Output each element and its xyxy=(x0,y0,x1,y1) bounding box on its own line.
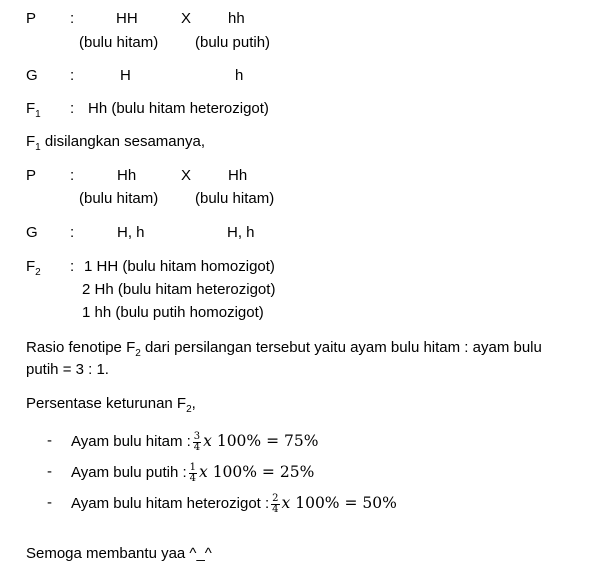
f2-result-line1: 1 HH (bulu hitam homozigot) xyxy=(84,258,275,275)
cross-symbol: X xyxy=(181,167,192,184)
g-label-1: G xyxy=(26,67,38,84)
colon: : xyxy=(70,224,75,241)
f1-label: $F_1$ xyxy=(26,100,41,120)
ratio-line1: Rasio fenotipe $F_2$ dari persilangan tersebut yaitu ayam bulu hitam : ayam bulu xyxy=(26,339,542,359)
bullet-dash: - xyxy=(47,432,52,449)
fraction: $\frac{2}{4}$ xyxy=(272,492,279,515)
parent1-phenotype: (bulu hitam) xyxy=(79,34,159,51)
parent1-genotype: Hh xyxy=(117,167,137,184)
gamete2: h xyxy=(235,67,244,84)
f2-result-line2: 2 Hh (bulu hitam heterozigot) xyxy=(82,281,276,298)
fraction: $\frac{3}{4}$ xyxy=(193,430,201,453)
f2-label: $F_2$ xyxy=(26,258,41,278)
fraction: $\frac{1}{4}$ xyxy=(189,461,197,484)
f1-intro: $F_1$ disilangkan sesamanya, xyxy=(26,133,205,153)
parent2-phenotype: (bulu hitam) xyxy=(195,190,275,207)
colon: : xyxy=(70,67,75,84)
percent-item-black: Ayam bulu hitam : $\frac{3}{4}$ x 100% = 75% xyxy=(71,430,319,453)
cross-symbol: X xyxy=(181,10,192,27)
p-label-2: P xyxy=(26,167,37,184)
colon: : xyxy=(70,167,75,184)
parent2-genotype: hh xyxy=(228,10,245,27)
g-label-2: G xyxy=(26,224,38,241)
ratio-line2: putih = 3 : 1. xyxy=(26,361,109,378)
gamete2: H, h xyxy=(227,224,255,241)
bullet-dash: - xyxy=(47,494,52,511)
gamete1: H xyxy=(120,67,131,84)
colon: : xyxy=(70,100,75,117)
percent-item-white: Ayam bulu putih : $\frac{1}{4}$ x 100% = 25% xyxy=(71,461,315,484)
p-label-1: P xyxy=(26,10,37,27)
parent1-genotype: HH xyxy=(116,10,138,27)
percent-item-heterozygous: Ayam bulu hitam heterozigot : $\frac{2}{4}$ x 100% = 50% xyxy=(71,492,397,515)
colon: : xyxy=(70,10,75,27)
parent1-phenotype: (bulu hitam) xyxy=(79,190,159,207)
bullet-dash: - xyxy=(47,463,52,480)
parent2-genotype: Hh xyxy=(228,167,248,184)
f2-result-line3: 1 hh (bulu putih homozigot) xyxy=(82,304,264,321)
parent2-phenotype: (bulu putih) xyxy=(195,34,271,51)
colon: : xyxy=(70,258,75,275)
gamete1: H, h xyxy=(117,224,145,241)
closing-text: Semoga membantu yaa ^_^ xyxy=(26,545,212,562)
percent-heading: Persentase keturunan $F_2$, xyxy=(26,395,196,415)
f1-result: Hh (bulu hitam heterozigot) xyxy=(88,100,269,117)
